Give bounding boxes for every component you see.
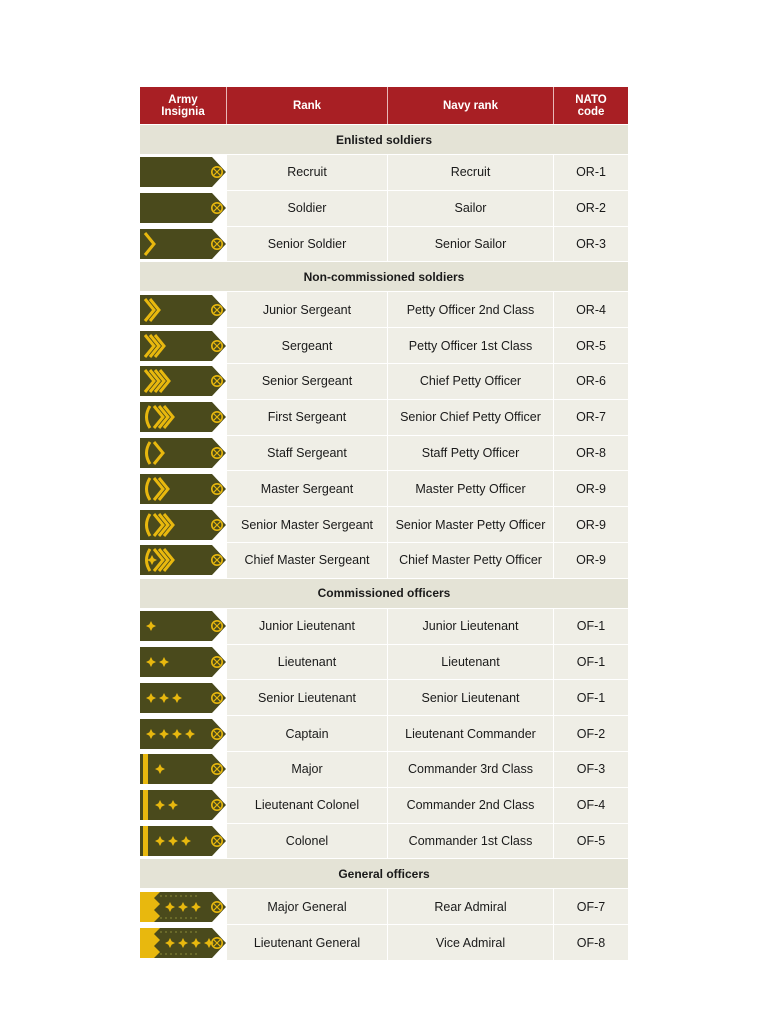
table-row (140, 644, 628, 680)
table-row (140, 154, 628, 190)
navy-rank-cell: Lieutenant Commander (388, 716, 554, 751)
strap-body-shape (140, 510, 226, 540)
nato-code-cell: OR-7 (576, 410, 606, 425)
insignia-cell (140, 155, 227, 190)
shoulder-strap-insignia-icon (140, 472, 226, 506)
rank-cell: Staff Sergeant (227, 436, 388, 471)
navy-rank-cell: Sailor (388, 191, 554, 226)
nato-code-cell: OR-1 (576, 165, 606, 180)
shoulder-strap-insignia-icon (140, 329, 226, 363)
table-row (140, 542, 628, 578)
table-row (140, 679, 628, 715)
nato-code-cell: OR-4 (576, 302, 606, 317)
rank-cell: Soldier (227, 191, 388, 226)
strap-body-shape (140, 754, 226, 784)
nato-code-cell: OR-9 (576, 517, 606, 532)
insignia-cell (140, 788, 227, 823)
rank-cell: Master Sergeant (227, 471, 388, 506)
navy-rank-cell: Petty Officer 2nd Class (388, 292, 554, 327)
strap-body-shape (140, 402, 226, 432)
officer-stripe-icon (143, 826, 148, 856)
nato-code-cell: OF-1 (576, 619, 606, 634)
rank-cell: Major General (227, 889, 388, 924)
strap-body-shape (140, 790, 226, 820)
table-row (140, 226, 628, 262)
shoulder-strap-insignia-icon (140, 293, 226, 327)
navy-rank-cell: Junior Lieutenant (388, 609, 554, 644)
table-row (140, 787, 628, 823)
rank-cell: Senior Sergeant (227, 364, 388, 399)
nato-code-cell: OR-3 (576, 236, 606, 251)
shoulder-strap-insignia-icon (140, 752, 226, 786)
shoulder-strap-insignia-icon (140, 609, 226, 643)
navy-rank-cell: Staff Petty Officer (388, 436, 554, 471)
table-row (140, 715, 628, 751)
section-heading: Non-commissioned soldiers (140, 261, 628, 291)
shoulder-strap-insignia-icon (140, 508, 226, 542)
officer-stripe-icon (143, 754, 148, 784)
insignia-cell (140, 645, 227, 680)
insignia-cell (140, 889, 227, 924)
insignia-cell (140, 609, 227, 644)
rank-cell: Captain (227, 716, 388, 751)
table-row (140, 363, 628, 399)
insignia-cell (140, 925, 227, 960)
officer-stripe-icon (143, 790, 148, 820)
table-row (140, 924, 628, 960)
rank-cell: Senior Master Sergeant (227, 507, 388, 542)
table-row (140, 506, 628, 542)
rank-cell: Recruit (227, 155, 388, 190)
navy-rank-cell: Petty Officer 1st Class (388, 328, 554, 363)
shoulder-strap-insignia-icon (140, 543, 226, 577)
nato-code-cell: OF-7 (576, 899, 606, 914)
table-row (140, 435, 628, 471)
nato-code-cell: OF-1 (576, 654, 606, 669)
insignia-cell (140, 328, 227, 363)
navy-rank-cell: Commander 3rd Class (388, 752, 554, 787)
table-header-row (140, 87, 628, 124)
navy-rank-cell: Recruit (388, 155, 554, 190)
insignia-cell (140, 680, 227, 715)
insignia-cell (140, 543, 227, 578)
nato-code-cell: OR-9 (576, 553, 606, 568)
rank-cell: Lieutenant Colonel (227, 788, 388, 823)
shoulder-strap-insignia-icon (140, 926, 226, 960)
header-nato-code: NATO code (575, 93, 607, 118)
strap-body-shape (140, 474, 226, 504)
table-row (140, 327, 628, 363)
navy-rank-cell: Master Petty Officer (388, 471, 554, 506)
rank-cell: Chief Master Sergeant (227, 543, 388, 578)
strap-body-shape (140, 157, 226, 187)
nato-code-cell: OF-8 (576, 935, 606, 950)
insignia-cell (140, 436, 227, 471)
navy-rank-cell: Commander 1st Class (388, 824, 554, 859)
insignia-cell (140, 471, 227, 506)
rank-cell: Lieutenant General (227, 925, 388, 960)
nato-code-cell: OR-8 (576, 445, 606, 460)
shoulder-strap-insignia-icon (140, 364, 226, 398)
insignia-cell (140, 292, 227, 327)
shoulder-strap-insignia-icon (140, 645, 226, 679)
shoulder-strap-insignia-icon (140, 400, 226, 434)
shoulder-strap-insignia-icon (140, 191, 226, 225)
navy-rank-cell: Lieutenant (388, 645, 554, 680)
nato-code-cell: OR-9 (576, 481, 606, 496)
rank-cell: Sergeant (227, 328, 388, 363)
shoulder-strap-insignia-icon (140, 717, 226, 751)
rank-cell: Senior Soldier (227, 227, 388, 262)
nato-code-cell: OR-5 (576, 338, 606, 353)
insignia-cell (140, 191, 227, 226)
strap-body-shape (140, 193, 226, 223)
insignia-cell (140, 364, 227, 399)
header-navy-rank: Navy rank (388, 87, 554, 124)
navy-rank-cell: Chief Petty Officer (388, 364, 554, 399)
nato-code-cell: OF-5 (576, 833, 606, 848)
shoulder-strap-insignia-icon (140, 890, 226, 924)
nato-code-cell: OF-1 (576, 690, 606, 705)
insignia-cell (140, 752, 227, 787)
shoulder-strap-insignia-icon (140, 155, 226, 189)
insignia-cell (140, 716, 227, 751)
navy-rank-cell: Senior Chief Petty Officer (388, 400, 554, 435)
navy-rank-cell: Senior Lieutenant (388, 680, 554, 715)
shoulder-strap-insignia-icon (140, 681, 226, 715)
table-row (140, 190, 628, 226)
rank-cell: Lieutenant (227, 645, 388, 680)
navy-rank-cell: Commander 2nd Class (388, 788, 554, 823)
insignia-cell (140, 824, 227, 859)
rank-comparison-table (140, 87, 628, 960)
table-body (140, 124, 628, 960)
rank-cell: First Sergeant (227, 400, 388, 435)
section-heading: General officers (140, 858, 628, 888)
nato-code-cell: OR-2 (576, 201, 606, 216)
nato-code-cell: OF-2 (576, 726, 606, 741)
rank-cell: Junior Lieutenant (227, 609, 388, 644)
navy-rank-cell: Chief Master Petty Officer (388, 543, 554, 578)
header-rank: Rank (227, 87, 388, 124)
navy-rank-cell: Vice Admiral (388, 925, 554, 960)
section-heading: Enlisted soldiers (140, 124, 628, 154)
nato-code-cell: OF-4 (576, 798, 606, 813)
rank-cell: Junior Sergeant (227, 292, 388, 327)
table-row (140, 823, 628, 859)
shoulder-strap-insignia-icon (140, 824, 226, 858)
section-heading: Commissioned officers (140, 578, 628, 608)
nato-code-cell: OR-6 (576, 374, 606, 389)
table-row (140, 470, 628, 506)
table-row (140, 888, 628, 924)
strap-body-shape (140, 438, 226, 468)
shoulder-strap-insignia-icon (140, 436, 226, 470)
nato-code-cell: OF-3 (576, 762, 606, 777)
insignia-cell (140, 400, 227, 435)
navy-rank-cell: Senior Master Petty Officer (388, 507, 554, 542)
shoulder-strap-insignia-icon (140, 227, 226, 261)
rank-cell: Major (227, 752, 388, 787)
table-row (140, 608, 628, 644)
rank-cell: Senior Lieutenant (227, 680, 388, 715)
rank-cell: Colonel (227, 824, 388, 859)
navy-rank-cell: Rear Admiral (388, 889, 554, 924)
insignia-cell (140, 227, 227, 262)
table-row (140, 399, 628, 435)
insignia-cell (140, 507, 227, 542)
shoulder-strap-insignia-icon (140, 788, 226, 822)
table-row (140, 291, 628, 327)
navy-rank-cell: Senior Sailor (388, 227, 554, 262)
table-row (140, 751, 628, 787)
header-army-insignia: Army Insignia (140, 87, 227, 124)
